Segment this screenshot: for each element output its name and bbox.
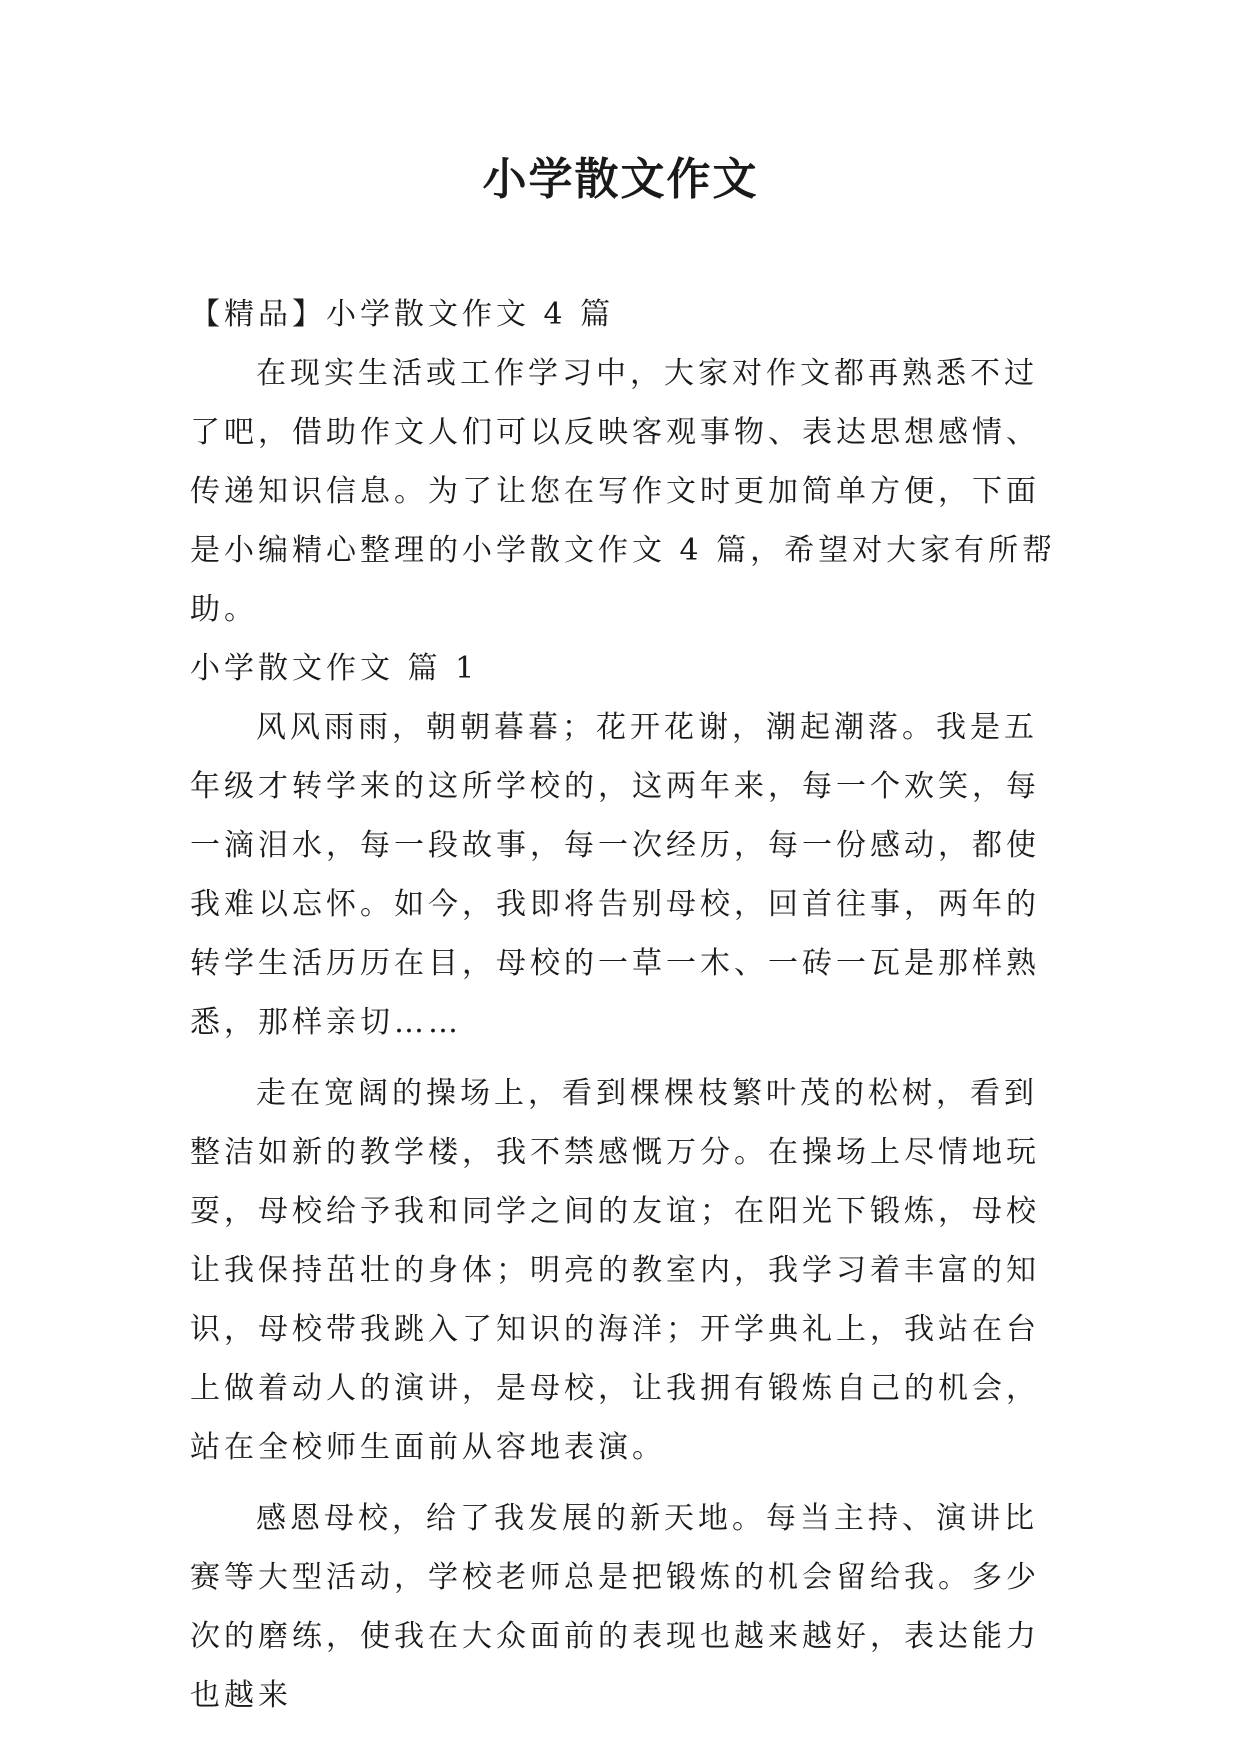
body-paragraph-2: 走在宽阔的操场上，看到棵棵枝繁叶茂的松树，看到整洁如新的教学楼，我不禁感慨万分。在操场上尽情地玩耍，母校给予我和同学之间的友谊；在阳光下锻炼，母校让我保持茁壮的身体；明亮的教室内，我学习着丰富的知识，母校带我跳入了知识的海洋；开学典礼上，我站在台上做着动人的演讲，是母校，让我拥有锻炼自己的机会，站在全校师生面前从容地表演。 <box>190 1076 1040 1465</box>
document-body <box>190 285 1060 1725</box>
body-paragraph-3: 感恩母校，给了我发展的新天地。每当主持、演讲比赛等大型活动，学校老师总是把锻炼的机会留给我。多少次的磨练，使我在大众面前的表现也越来越好，表达能力也越来 <box>190 1501 1040 1713</box>
document-subtitle: 【精品】小学散文作文 4 篇 <box>190 297 615 332</box>
section-heading: 小学散文作文 篇 1 <box>190 651 479 686</box>
document-title: 小学散文作文 <box>482 154 759 205</box>
body-paragraph-1: 风风雨雨，朝朝暮暮；花开花谢，潮起潮落。我是五年级才转学来的这所学校的，这两年来，每一个欢笑，每一滴泪水，每一段故事，每一次经历，每一份感动，都使我难以忘怀。如今，我即将告别母校，回首往事，两年的转学生活历历在目，母校的一草一木、一砖一瓦是那样熟悉，那样亲切…… <box>190 710 1040 1040</box>
intro-paragraph: 在现实生活或工作学习中，大家对作文都再熟悉不过了吧，借助作文人们可以反映客观事物、表达思想感情、传递知识信息。为了让您在写作文时更加简单方便，下面是小编精心整理的小学散文作文 4 篇，希望对大家有所帮助。 <box>190 356 1057 627</box>
